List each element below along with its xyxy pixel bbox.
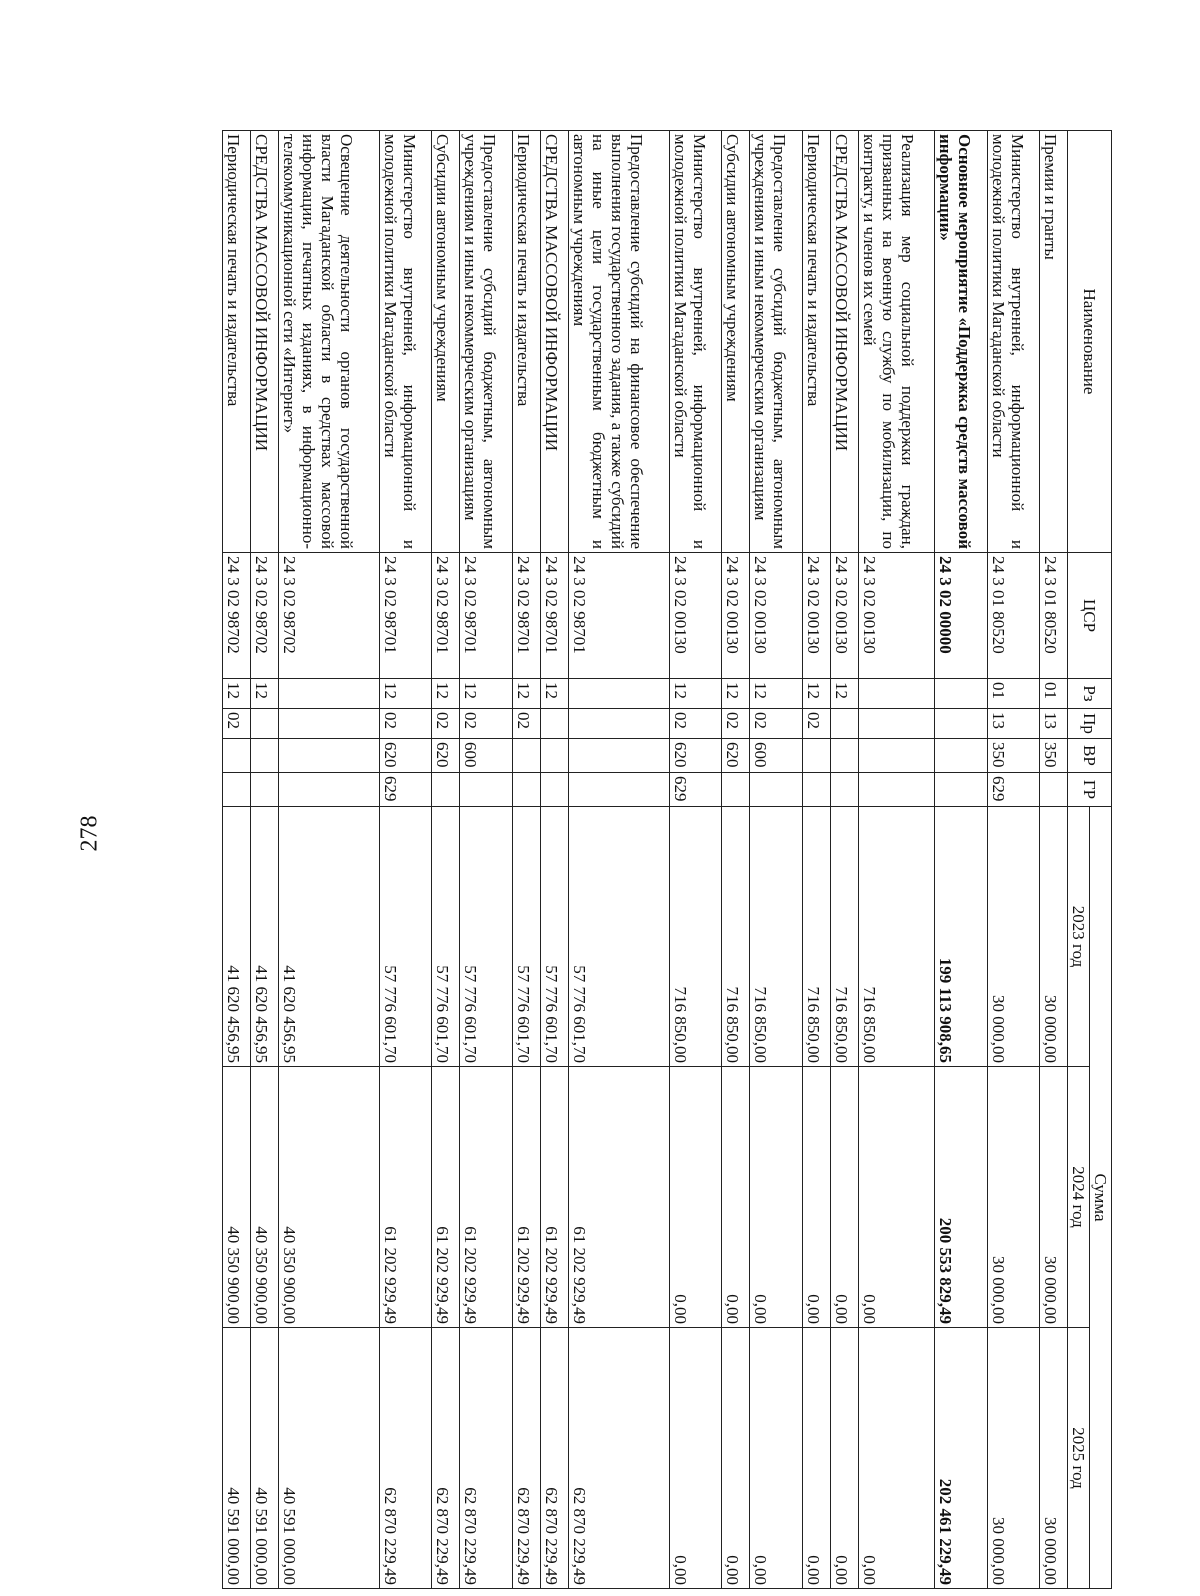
cell-y2024: 0,00 xyxy=(722,1067,750,1328)
cell-pr xyxy=(858,709,935,739)
cell-y2023: 30 000,00 xyxy=(1039,807,1067,1067)
cell-y2023: 57 776 601,70 xyxy=(380,807,432,1067)
cell-csr: 24 3 02 00130 xyxy=(830,553,858,679)
cell-y2024: 0,00 xyxy=(858,1067,935,1328)
cell-pr xyxy=(568,709,669,739)
cell-rz xyxy=(568,679,669,709)
cell-y2025: 30 000,00 xyxy=(987,1328,1039,1589)
cell-pr xyxy=(279,709,380,739)
cell-rz xyxy=(935,679,987,709)
cell-y2023: 41 620 456,95 xyxy=(279,807,380,1067)
cell-pr: 02 xyxy=(380,709,432,739)
cell-y2023: 57 776 601,70 xyxy=(512,807,540,1067)
cell-y2024: 61 202 929,49 xyxy=(432,1067,460,1328)
cell-gr xyxy=(512,773,540,807)
table-row xyxy=(830,131,858,1589)
header-gr: ГР xyxy=(1068,773,1112,807)
cell-vr xyxy=(830,739,858,773)
cell-csr: 24 3 02 98701 xyxy=(380,553,432,679)
cell-y2023: 30 000,00 xyxy=(987,807,1039,1067)
cell-pr: 02 xyxy=(512,709,540,739)
cell-csr: 24 3 02 98701 xyxy=(568,553,669,679)
cell-vr xyxy=(540,739,568,773)
cell-rz: 01 xyxy=(1039,679,1067,709)
cell-vr xyxy=(279,739,380,773)
table-row xyxy=(432,131,460,1589)
cell-csr: 24 3 02 98701 xyxy=(460,553,512,679)
cell-gr xyxy=(279,773,380,807)
cell-vr xyxy=(512,739,540,773)
cell-y2025: 0,00 xyxy=(802,1328,830,1589)
cell-name: Периодическая печать и издательства xyxy=(512,131,540,553)
cell-gr xyxy=(460,773,512,807)
cell-y2023: 716 850,00 xyxy=(802,807,830,1067)
cell-y2024: 200 553 829,49 xyxy=(935,1067,987,1328)
cell-gr: 629 xyxy=(669,773,721,807)
header-2025: 2025 год xyxy=(1068,1328,1090,1589)
cell-y2025: 62 870 229,49 xyxy=(460,1328,512,1589)
cell-name: Субсидии автономным учреждениям xyxy=(432,131,460,553)
cell-gr xyxy=(1039,773,1067,807)
table-row xyxy=(858,131,935,1589)
table-row xyxy=(380,131,432,1589)
cell-y2024: 0,00 xyxy=(802,1067,830,1328)
cell-y2024: 30 000,00 xyxy=(987,1067,1039,1328)
cell-y2025: 62 870 229,49 xyxy=(512,1328,540,1589)
cell-csr: 24 3 02 98701 xyxy=(432,553,460,679)
cell-pr xyxy=(251,709,279,739)
cell-pr: 02 xyxy=(669,709,721,739)
cell-rz: 12 xyxy=(251,679,279,709)
cell-y2023: 716 850,00 xyxy=(750,807,802,1067)
table-row xyxy=(750,131,802,1589)
cell-rz: 12 xyxy=(512,679,540,709)
cell-gr: 629 xyxy=(380,773,432,807)
table-row xyxy=(802,131,830,1589)
cell-name: СРЕДСТВА МАССОВОЙ ИНФОРМАЦИИ xyxy=(540,131,568,553)
header-sum: Сумма xyxy=(1090,807,1112,1589)
cell-y2023: 716 850,00 xyxy=(722,807,750,1067)
cell-y2024: 61 202 929,49 xyxy=(512,1067,540,1328)
cell-rz: 12 xyxy=(830,679,858,709)
table-row xyxy=(1039,131,1067,1589)
cell-y2023: 57 776 601,70 xyxy=(432,807,460,1067)
page-number: 278 xyxy=(76,815,103,852)
cell-name: Министерство внутренней, информационной и молодежной политики Магаданской области xyxy=(669,131,721,553)
header-vr: ВР xyxy=(1068,739,1112,773)
rotated-table-container xyxy=(222,130,1112,1588)
cell-y2024: 61 202 929,49 xyxy=(540,1067,568,1328)
cell-y2025: 0,00 xyxy=(669,1328,721,1589)
cell-rz xyxy=(279,679,380,709)
cell-csr: 24 3 01 80520 xyxy=(1039,553,1067,679)
cell-y2025: 40 591 000,00 xyxy=(279,1328,380,1589)
cell-name: СРЕДСТВА МАССОВОЙ ИНФОРМАЦИИ xyxy=(830,131,858,553)
table-row xyxy=(279,131,380,1589)
cell-pr: 13 xyxy=(987,709,1039,739)
cell-name: Министерство внутренней, информационной и молодежной политики Магаданской области xyxy=(987,131,1039,553)
cell-pr xyxy=(935,709,987,739)
cell-y2024: 40 350 900,00 xyxy=(223,1067,251,1328)
cell-vr: 620 xyxy=(432,739,460,773)
cell-vr xyxy=(802,739,830,773)
cell-y2024: 0,00 xyxy=(750,1067,802,1328)
table-body xyxy=(223,131,1068,1589)
cell-y2025: 62 870 229,49 xyxy=(432,1328,460,1589)
cell-pr: 02 xyxy=(223,709,251,739)
cell-y2023: 57 776 601,70 xyxy=(540,807,568,1067)
cell-vr: 620 xyxy=(669,739,721,773)
cell-vr: 350 xyxy=(1039,739,1067,773)
cell-csr: 24 3 02 00130 xyxy=(802,553,830,679)
cell-y2024: 30 000,00 xyxy=(1039,1067,1067,1328)
cell-csr: 24 3 02 98702 xyxy=(279,553,380,679)
cell-csr: 24 3 02 98702 xyxy=(223,553,251,679)
cell-gr xyxy=(750,773,802,807)
cell-pr: 02 xyxy=(722,709,750,739)
cell-gr xyxy=(830,773,858,807)
cell-name: Периодическая печать и издательства xyxy=(223,131,251,553)
cell-y2025: 62 870 229,49 xyxy=(568,1328,669,1589)
cell-y2023: 41 620 456,95 xyxy=(223,807,251,1067)
cell-rz: 12 xyxy=(380,679,432,709)
cell-name: Предоставление субсидий на финансовое обеспечение выполнения государственного задания, а также субсидий на иные цели государственным бюджетным и автономным учреждениям xyxy=(568,131,669,553)
cell-name: Периодическая печать и издательства xyxy=(802,131,830,553)
cell-name: Основное мероприятие «Поддержка средств массовой информации» xyxy=(935,131,987,553)
cell-csr: 24 3 02 98701 xyxy=(540,553,568,679)
cell-csr: 24 3 02 00130 xyxy=(858,553,935,679)
cell-pr: 02 xyxy=(432,709,460,739)
cell-name: Министерство внутренней, информационной и молодежной политики Магаданской области xyxy=(380,131,432,553)
table-row xyxy=(935,131,987,1589)
cell-name: Субсидии автономным учреждениям xyxy=(722,131,750,553)
header-row-1 xyxy=(1090,131,1112,1589)
cell-gr xyxy=(432,773,460,807)
cell-y2025: 0,00 xyxy=(750,1328,802,1589)
table-row xyxy=(540,131,568,1589)
cell-gr xyxy=(802,773,830,807)
cell-rz: 12 xyxy=(540,679,568,709)
cell-csr: 24 3 02 00000 xyxy=(935,553,987,679)
table-row xyxy=(223,131,251,1589)
cell-name: Предоставление субсидий бюджетным, автономным учреждениям и иным некоммерческим организациям xyxy=(460,131,512,553)
cell-name: Предоставление субсидий бюджетным, автономным учреждениям и иным некоммерческим организациям xyxy=(750,131,802,553)
cell-gr xyxy=(722,773,750,807)
table-row xyxy=(568,131,669,1589)
cell-rz: 12 xyxy=(750,679,802,709)
cell-csr: 24 3 02 00130 xyxy=(750,553,802,679)
cell-vr: 620 xyxy=(380,739,432,773)
cell-vr xyxy=(935,739,987,773)
cell-gr xyxy=(858,773,935,807)
table-row xyxy=(251,131,279,1589)
cell-y2025: 62 870 229,49 xyxy=(380,1328,432,1589)
cell-vr xyxy=(858,739,935,773)
budget-table xyxy=(222,130,1112,1589)
cell-csr: 24 3 02 98702 xyxy=(251,553,279,679)
cell-csr: 24 3 01 80520 xyxy=(987,553,1039,679)
cell-rz: 12 xyxy=(223,679,251,709)
cell-y2025: 40 591 000,00 xyxy=(223,1328,251,1589)
table-row xyxy=(512,131,540,1589)
cell-vr: 600 xyxy=(460,739,512,773)
cell-pr: 02 xyxy=(460,709,512,739)
table-row xyxy=(669,131,721,1589)
cell-y2025: 0,00 xyxy=(722,1328,750,1589)
table-row xyxy=(722,131,750,1589)
cell-y2023: 57 776 601,70 xyxy=(460,807,512,1067)
cell-rz: 12 xyxy=(432,679,460,709)
cell-csr: 24 3 02 00130 xyxy=(722,553,750,679)
cell-rz: 12 xyxy=(722,679,750,709)
cell-y2025: 62 870 229,49 xyxy=(540,1328,568,1589)
cell-y2023: 716 850,00 xyxy=(669,807,721,1067)
cell-pr xyxy=(830,709,858,739)
cell-gr xyxy=(223,773,251,807)
cell-y2024: 61 202 929,49 xyxy=(460,1067,512,1328)
cell-y2024: 40 350 900,00 xyxy=(251,1067,279,1328)
cell-name: Премии и гранты xyxy=(1039,131,1067,553)
cell-y2023: 199 113 908,65 xyxy=(935,807,987,1067)
cell-rz: 12 xyxy=(802,679,830,709)
cell-y2024: 40 350 900,00 xyxy=(279,1067,380,1328)
cell-rz: 12 xyxy=(669,679,721,709)
cell-y2025: 0,00 xyxy=(858,1328,935,1589)
cell-y2025: 40 591 000,00 xyxy=(251,1328,279,1589)
cell-y2024: 0,00 xyxy=(830,1067,858,1328)
cell-pr: 02 xyxy=(802,709,830,739)
table-row xyxy=(987,131,1039,1589)
cell-csr: 24 3 02 98701 xyxy=(512,553,540,679)
header-2024: 2024 год xyxy=(1068,1067,1090,1328)
cell-vr: 350 xyxy=(987,739,1039,773)
cell-y2024: 61 202 929,49 xyxy=(380,1067,432,1328)
table-row xyxy=(460,131,512,1589)
cell-gr xyxy=(540,773,568,807)
cell-y2023: 41 620 456,95 xyxy=(251,807,279,1067)
cell-pr xyxy=(540,709,568,739)
header-rz: Рз xyxy=(1068,679,1112,709)
cell-name: Реализация мер социальной поддержки граждан, призванных на военную службу по мобилизации, по контракту, и членов их семей xyxy=(858,131,935,553)
cell-vr xyxy=(251,739,279,773)
cell-vr xyxy=(223,739,251,773)
header-pr: Пр xyxy=(1068,709,1112,739)
cell-vr: 600 xyxy=(750,739,802,773)
cell-vr xyxy=(568,739,669,773)
cell-pr: 13 xyxy=(1039,709,1067,739)
cell-gr xyxy=(935,773,987,807)
cell-y2023: 716 850,00 xyxy=(830,807,858,1067)
cell-name: СРЕДСТВА МАССОВОЙ ИНФОРМАЦИИ xyxy=(251,131,279,553)
cell-y2024: 0,00 xyxy=(669,1067,721,1328)
cell-y2025: 30 000,00 xyxy=(1039,1328,1067,1589)
cell-y2023: 57 776 601,70 xyxy=(568,807,669,1067)
cell-pr: 02 xyxy=(750,709,802,739)
header-name: Наименование xyxy=(1068,131,1112,553)
cell-name: Освещение деятельности органов государственной власти Магаданской области в средствах массовой информации, печатных изданиях, в информационно-телекоммуникационной сети «Интернет» xyxy=(279,131,380,553)
cell-gr: 629 xyxy=(987,773,1039,807)
header-csr: ЦСР xyxy=(1068,553,1112,679)
cell-rz xyxy=(858,679,935,709)
cell-y2025: 202 461 229,49 xyxy=(935,1328,987,1589)
header-2023: 2023 год xyxy=(1068,807,1090,1067)
cell-gr xyxy=(568,773,669,807)
cell-vr: 620 xyxy=(722,739,750,773)
cell-csr: 24 3 02 00130 xyxy=(669,553,721,679)
cell-gr xyxy=(251,773,279,807)
cell-y2024: 61 202 929,49 xyxy=(568,1067,669,1328)
cell-y2023: 716 850,00 xyxy=(858,807,935,1067)
cell-rz: 01 xyxy=(987,679,1039,709)
cell-rz: 12 xyxy=(460,679,512,709)
cell-y2025: 0,00 xyxy=(830,1328,858,1589)
